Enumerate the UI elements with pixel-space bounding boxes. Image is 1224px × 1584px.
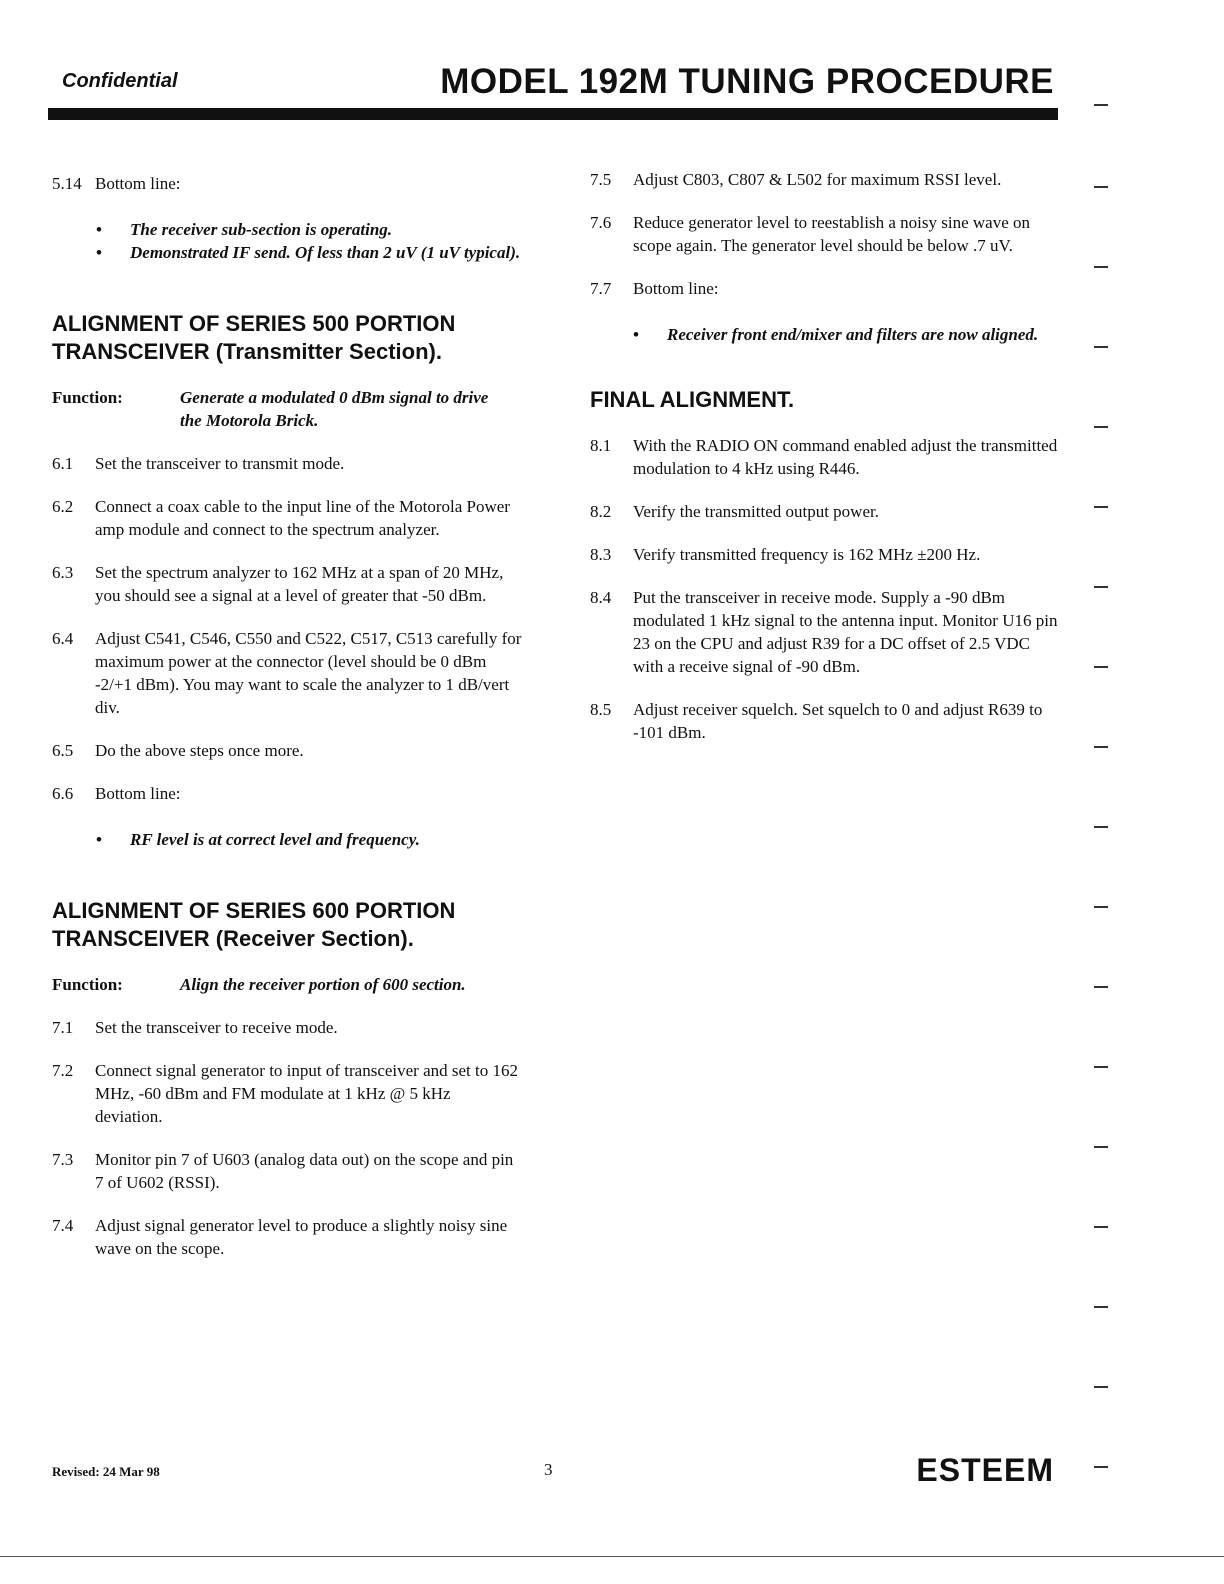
step-number: 6.1 (52, 454, 74, 473)
step-number: 7.2 (52, 1061, 74, 1080)
section-heading-500: ALIGNMENT OF SERIES 500 PORTION TRANSCEIVER (Transmitter Section). (52, 311, 456, 364)
step-text: Bottom line: (95, 174, 181, 193)
function-text: Align the receiver portion of 600 section. (180, 975, 466, 994)
list-item: • Demonstrated IF send. Of less than 2 uV (1 uV typical). (96, 241, 522, 264)
margin-tick (1094, 1466, 1108, 1468)
step-number: 6.5 (52, 741, 74, 760)
step-number: 8.5 (590, 700, 612, 719)
page-title: MODEL 192M TUNING PROCEDURE (440, 62, 1054, 101)
section-heading-final: FINAL ALIGNMENT. (590, 387, 795, 412)
header-rule (48, 108, 1058, 120)
margin-tick-marks (1094, 0, 1124, 1584)
step-text: Bottom line: (95, 784, 181, 803)
step-number: 8.2 (590, 502, 612, 521)
step-7-3 (52, 1148, 522, 1194)
step-text: Verify transmitted frequency is 162 MHz ±200 Hz. (633, 545, 981, 564)
step-6-1 (52, 452, 522, 475)
step-text: Adjust C541, C546, C550 and C522, C517, C513 carefully for maximum power at the connector (level should be 0 dBm -2/+1 dBm). You may want to scale the analyzer to 1 dB/vert div. (95, 629, 522, 717)
step-7-4 (52, 1214, 522, 1260)
function-500 (52, 386, 522, 432)
bottom-line-list-6-6 (52, 828, 522, 851)
step-number: 6.4 (52, 629, 74, 648)
margin-tick (1094, 746, 1108, 748)
margin-tick (1094, 586, 1108, 588)
function-label: Function: (52, 975, 123, 994)
bottom-line-list-5-14 (52, 218, 522, 264)
bottom-rule (0, 1556, 1224, 1557)
step-8-1 (590, 434, 1060, 480)
bottom-line-list-7-7 (590, 323, 1060, 346)
step-7-1 (52, 1016, 522, 1039)
step-7-6 (590, 211, 1060, 257)
section-heading-600: ALIGNMENT OF SERIES 600 PORTION TRANSCEIVER (Receiver Section). (52, 898, 456, 951)
step-number: 5.14 (52, 174, 82, 193)
revision-date: Revised: 24 Mar 98 (52, 1464, 160, 1479)
step-6-4 (52, 627, 522, 719)
margin-tick (1094, 1066, 1108, 1068)
step-number: 8.1 (590, 436, 612, 455)
list-item: • The receiver sub-section is operating. (96, 218, 522, 241)
function-text: Generate a modulated 0 dBm signal to drive the Motorola Brick. (180, 388, 489, 430)
margin-tick (1094, 986, 1108, 988)
step-text: Set the transceiver to transmit mode. (95, 454, 345, 473)
function-label: Function: (52, 388, 123, 407)
margin-tick (1094, 266, 1108, 268)
margin-tick (1094, 906, 1108, 908)
step-text: Set the transceiver to receive mode. (95, 1018, 338, 1037)
step-number: 8.4 (590, 588, 612, 607)
step-8-4 (590, 586, 1060, 678)
step-6-5 (52, 739, 522, 762)
step-text: Verify the transmitted output power. (633, 502, 879, 521)
step-number: 7.1 (52, 1018, 74, 1037)
margin-tick (1094, 506, 1108, 508)
margin-tick (1094, 1146, 1108, 1148)
margin-tick (1094, 186, 1108, 188)
step-text: Put the transceiver in receive mode. Supply a -90 dBm modulated 1 kHz signal to the antenna input. Monitor U16 pin 23 on the CPU and adjust R39 for a DC offset of 2.5 VDC with a receive signal of -90 dBm. (633, 588, 1058, 676)
step-number: 7.7 (590, 279, 612, 298)
step-number: 7.6 (590, 213, 612, 232)
step-number: 7.4 (52, 1216, 74, 1235)
step-8-2 (590, 500, 1060, 523)
list-item: • RF level is at correct level and frequency. (96, 828, 522, 851)
margin-tick (1094, 1226, 1108, 1228)
margin-tick (1094, 1306, 1108, 1308)
margin-tick (1094, 826, 1108, 828)
left-column (52, 172, 522, 1260)
step-5-14 (52, 172, 522, 195)
step-text: Adjust receiver squelch. Set squelch to 0 and adjust R639 to -101 dBm. (633, 700, 1043, 742)
step-6-6 (52, 782, 522, 805)
step-number: 7.5 (590, 170, 612, 189)
step-number: 6.3 (52, 563, 74, 582)
step-6-3 (52, 561, 522, 607)
step-text: Adjust C803, C807 & L502 for maximum RSSI level. (633, 170, 1002, 189)
esteem-logo: ESTEEM (916, 1452, 1054, 1488)
step-text: Connect signal generator to input of transceiver and set to 162 MHz, -60 dBm and FM modulate at 1 kHz @ 5 kHz deviation. (95, 1061, 518, 1126)
page-number: 3 (544, 1460, 553, 1479)
step-text: Connect a coax cable to the input line of the Motorola Power amp module and connect to the spectrum analyzer. (95, 497, 510, 539)
step-text: Adjust signal generator level to produce a slightly noisy sine wave on the scope. (95, 1216, 508, 1258)
step-6-2 (52, 495, 522, 541)
step-text: Monitor pin 7 of U603 (analog data out) on the scope and pin 7 of U602 (RSSI). (95, 1150, 514, 1192)
step-7-2 (52, 1059, 522, 1128)
step-number: 6.6 (52, 784, 74, 803)
step-text: Do the above steps once more. (95, 741, 304, 760)
confidential-label: Confidential (62, 70, 178, 92)
step-text: Set the spectrum analyzer to 162 MHz at a span of 20 MHz, you should see a signal at a level of greater that -50 dBm. (95, 563, 504, 605)
margin-tick (1094, 1386, 1108, 1388)
margin-tick (1094, 426, 1108, 428)
step-number: 7.3 (52, 1150, 74, 1169)
function-600 (52, 973, 522, 996)
step-8-5 (590, 698, 1060, 744)
step-7-7 (590, 277, 1060, 300)
step-7-5 (590, 168, 1060, 191)
margin-tick (1094, 104, 1108, 106)
margin-tick (1094, 346, 1108, 348)
step-8-3 (590, 543, 1060, 566)
step-number: 6.2 (52, 497, 74, 516)
step-text: With the RADIO ON command enabled adjust the transmitted modulation to 4 kHz using R446. (633, 436, 1058, 478)
right-column (590, 168, 1060, 744)
step-text: Bottom line: (633, 279, 719, 298)
margin-tick (1094, 666, 1108, 668)
list-item: • Receiver front end/mixer and filters are now aligned. (633, 323, 1057, 346)
step-text: Reduce generator level to reestablish a noisy sine wave on scope again. The generator level should be below .7 uV. (633, 213, 1031, 255)
step-number: 8.3 (590, 545, 612, 564)
